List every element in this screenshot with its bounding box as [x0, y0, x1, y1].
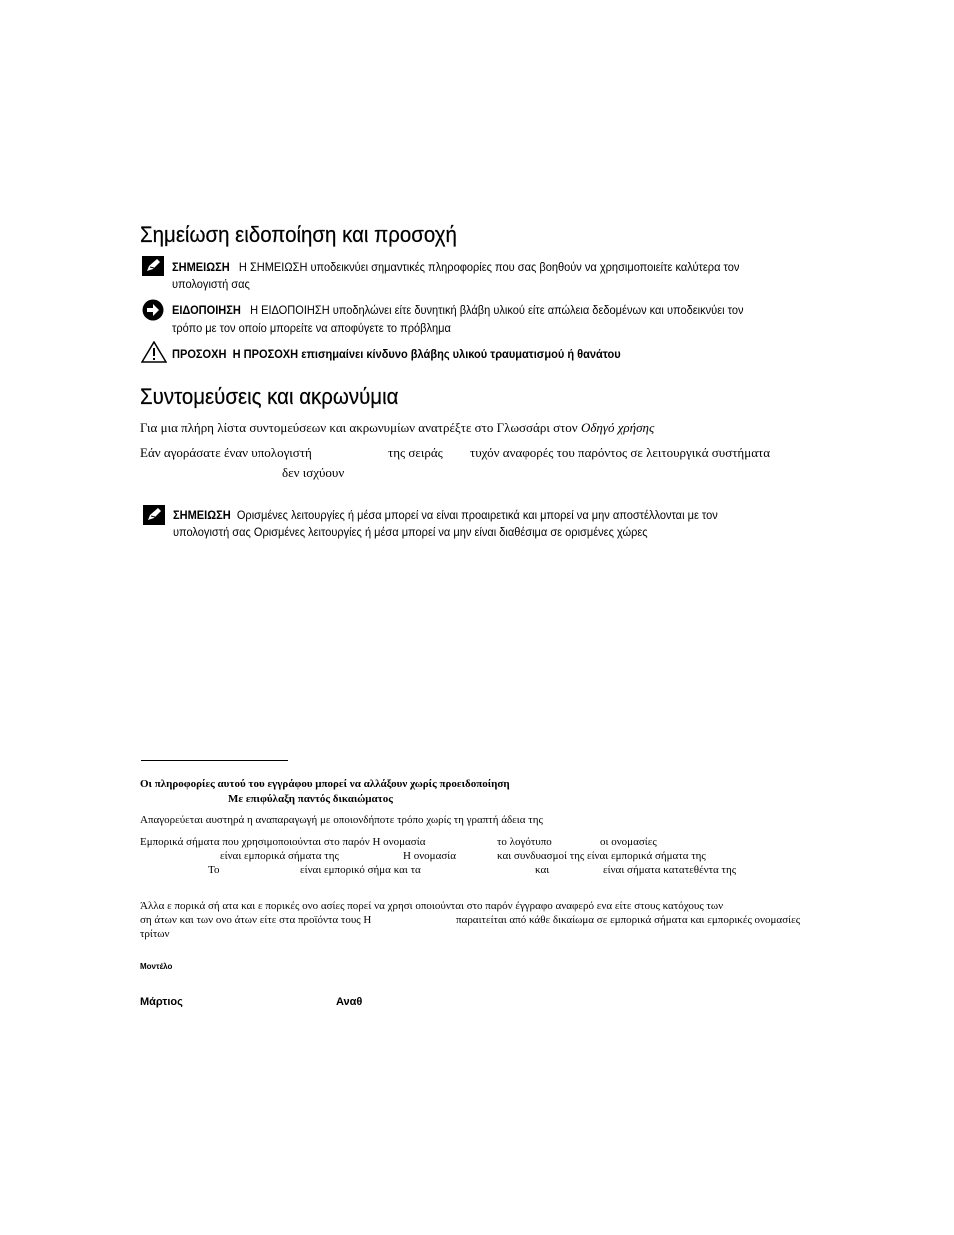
trademarks-l1c: οι ονομασίες	[600, 836, 657, 848]
notice-label: ΕΙΔΟΠΟΙΗΣΗ	[172, 303, 241, 317]
section-title-notes: Σημείωση ειδοποίηση και προσοχή	[140, 222, 457, 247]
abbreviations-paragraph: Για μια πλήρη λίστα συντομεύσεων και ακρωνυμίων ανατρέξτε στο Γλωσσάρι στον Οδηγό χρήσης	[140, 420, 655, 435]
trademarks-l2b: Η ονομασία	[403, 850, 456, 862]
trademarks-l1b: το λογότυπο	[497, 836, 552, 848]
trademarks-l2a: είναι εμπορικά σήματα της	[220, 850, 339, 862]
reproduction-notice: Απαγορεύεται αυστηρά η αναπαραγωγή με οποιονδήποτε τρόπο χωρίς τη γραπτή άδεια της	[140, 814, 543, 826]
note2-label: ΣΗΜΕΙΩΣΗ	[173, 508, 231, 522]
os-paragraph-part1: Εάν αγοράσατε έναν υπολογιστή	[140, 445, 312, 460]
note2-line2: υπολογιστή σας Ορισμένες λειτουργίες ή μέσα μπορεί να μην είναι διαθέσιμα σε ορισμένες χώρες	[173, 525, 648, 539]
other-trademarks-l3: τρίτων	[140, 928, 170, 940]
note2-line1: ΣΗΜΕΙΩΣΗ Ορισμένες λειτουργίες ή μέσα μπορεί να είναι προαιρετικά και μπορεί να μην αποστέλλονται με τον	[173, 508, 718, 522]
note-line2: υπολογιστή σας	[172, 277, 250, 291]
footer-divider	[141, 760, 288, 761]
notice-line1: ΕΙΔΟΠΟΙΗΣΗ Η ΕΙΔΟΠΟΙΗΣΗ υποδηλώνει είτε δυνητική βλάβη υλικού είτε απώλεια δεδομένων και υποδεικνύει τον	[172, 303, 744, 317]
trademarks-l3a: Το	[208, 864, 220, 876]
trademarks-l1a: Εμπορικά σήματα που χρησιμοποιούνται στο παρόν Η ονομασία	[140, 836, 426, 848]
caution-line: ΠΡΟΣΟΧΗ Η ΠΡΟΣΟΧΗ επισημαίνει κίνδυνο βλάβης υλικού τραυματισμού ή θανάτου	[172, 347, 621, 361]
other-trademarks-l2b: παραιτείται από κάθε δικαίωμα σε εμπορικά σήματα και εμπορικές ονομασίες	[456, 914, 801, 926]
other-trademarks-l1: Άλλα ε πορικά σή ατα και ε πορικές ονο ασίες πορεί να χρησι οποιούνται στο παρόν έγγραφο αναφερό ενα είτε στους κατόχους των	[140, 900, 724, 912]
publication-date: Μάρτιος	[140, 996, 183, 1008]
os-paragraph-part3: τυχόν αναφορές του παρόντος σε λειτουργικά συστήματα	[470, 445, 771, 460]
notice-line2: τρόπο με τον οποίο μπορείτε να αποφύγετε το πρόβλημα	[172, 321, 451, 335]
other-trademarks-l2a: ση άτων και των ονο άτων είτε στα προϊόντα τους Η	[140, 914, 372, 926]
os-paragraph-line2: δεν ισχύουν	[282, 465, 345, 480]
trademarks-l3c: και	[535, 864, 550, 876]
trademarks-l3b: είναι εμπορικό σήμα και τα	[300, 864, 421, 876]
note-pencil-icon-2	[143, 505, 165, 525]
trademarks-l2c: και συνδυασμοί της είναι εμπορικά σήματα της	[497, 850, 706, 862]
caution-triangle-icon	[141, 341, 167, 363]
note-line1: ΣΗΜΕΙΩΣΗ Η ΣΗΜΕΙΩΣΗ υποδεικνύει σημαντικές πληροφορίες που σας βοηθούν να χρησιμοποιείτε καλύτερα τον	[172, 260, 740, 274]
model-label: Μοντέλο	[140, 962, 173, 971]
section-title-abbreviations: Συντομεύσεις και ακρωνύμια	[140, 384, 399, 409]
rights-reserved: Με επιφύλαξη παντός δικαιώματος	[228, 793, 393, 805]
note-pencil-icon	[142, 256, 164, 276]
user-guide-reference: Οδηγό χρήσης	[580, 420, 655, 435]
info-change-notice: Οι πληροφορίες αυτού του εγγράφου μπορεί να αλλάξουν χωρίς προειδοποίηση	[140, 778, 510, 790]
caution-label: ΠΡΟΣΟΧΗ	[172, 347, 227, 361]
notice-arrow-icon	[142, 299, 164, 321]
trademarks-l3d: είναι σήματα κατατεθέντα της	[603, 864, 737, 876]
revision-label: Αναθ	[336, 996, 363, 1008]
os-paragraph-part2: της σειράς	[388, 445, 443, 460]
note-label: ΣΗΜΕΙΩΣΗ	[172, 260, 230, 274]
